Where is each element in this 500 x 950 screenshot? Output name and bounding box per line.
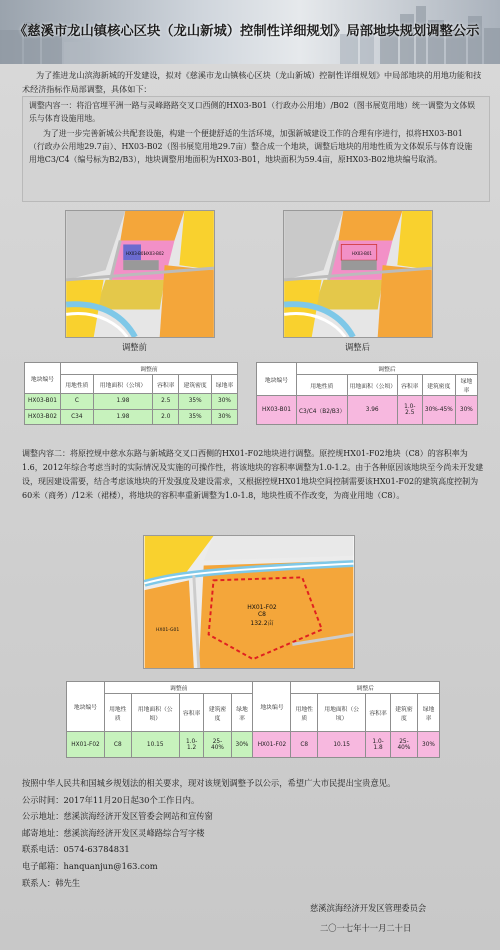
issue-date: 二〇一七年十一月二十日 (320, 923, 412, 933)
t1r-h3: 容积率 (397, 375, 422, 396)
t2-cell: HX01-F02 (67, 732, 105, 758)
t1l-cell: 30% (211, 394, 237, 410)
t1r-h4: 建筑密度 (422, 375, 455, 396)
t1l-cell: 1.98 (93, 394, 153, 410)
t1r-cell: 30% (455, 396, 477, 425)
t1r-h0: 地块编号 (257, 363, 297, 396)
map-after (283, 210, 433, 338)
adjustment-two-text: 调整内容二：将原控规中慈水东路与新城路交叉口西侧的HX01-F02地块进行调整。原控规HX01-F02地块（C8）的容积率为1.6，2012年综合考虑当时的实际情况及实施的可操作性，将该地块的容积率调整为1.0-1.2。由于各种原因该地块至今尚未开发建设，现因建设需要，结合考虑该地块的开发强度及建设需求，又根据控规HX01地块空间控制需要该HX01-F02的建筑高度控制为60米（商务）/12米（裙楼），将地块的容积率重新调整为1.0-1.8，地块性质不作改变，为商业用地（C8）。 (22, 449, 484, 500)
t2-rh3: 容积率 (366, 694, 391, 732)
t2-rh4: 建筑密度 (390, 694, 417, 732)
map-after-image (284, 211, 432, 337)
map-two-image (144, 536, 354, 668)
table-row (25, 409, 238, 425)
table-row (257, 396, 478, 425)
footer-email: 电子邮箱：hanquanjun@163.com (22, 860, 158, 871)
map2-label-left: HX01-G01 (156, 628, 180, 633)
t2-lh5: 绿地率 (231, 694, 253, 732)
t2-rh1: 用地性质 (291, 694, 318, 732)
t2-cell: C8 (291, 732, 318, 758)
t1l-cell: HX03-B01 (25, 394, 61, 410)
t2-cell: 30% (231, 732, 253, 758)
footer-notice: 按照中华人民共和国城乡规划法的相关要求，现对该规划调整予以公示，希望广大市民提出宝贵意见。 (22, 778, 396, 788)
adjustment-one-detail: 为了进一步完善新城公共配套设施，构建一个便捷舒适的生活环境，加强新城建设工作的合理有序进行，拟将HX03-B01（行政办公用地29.7亩）、HX03-B02（图书展览用地29.7亩）整合成一个地块，调整后地块的用地性质为文体娱乐与体育设施用地C3/C4（编号标为B2/B3），地块调整用地面积为HX03-B01，地块面积为59.4亩，原HX03-B02地块编号取消。 (29, 129, 473, 164)
t1l-cell: 30% (211, 409, 237, 425)
map-two (143, 535, 355, 669)
t2-rh2: 用地面积（公顷） (318, 694, 366, 732)
t1l-h1: 用地性质 (61, 375, 94, 394)
t1r-h1: 用地性质 (297, 375, 348, 396)
t1r-cell: 30%-45% (422, 396, 455, 425)
t2-cell: 10.15 (318, 732, 366, 758)
map2-label-main (242, 604, 282, 627)
table-one-before (24, 362, 238, 425)
t2-cell: 30% (417, 732, 439, 758)
map-label-b02: HX03-B02 (144, 251, 164, 256)
map-label-after: HX03-B01 (352, 251, 372, 256)
intro-text: 为了推进龙山滨海新城的开发建设，拟对《慈溪市龙山镇核心区块（龙山新城）控制性详细规划》中局部地块的用地功能和技术经济指标作局部调整，具体如下： (22, 70, 482, 94)
t1r-cell: C3/C4（B2/B3） (297, 396, 348, 425)
footer-phone: 联系电话：0574-63784831 (22, 844, 130, 855)
t1l-cell: C34 (61, 409, 94, 425)
t1r-title: 调整后 (297, 363, 478, 375)
footer-mail-address: 邮寄地址：慈溪滨海经济开发区灵峰路综合写字楼 (22, 827, 205, 838)
table-row (25, 394, 238, 410)
table-two (66, 681, 440, 758)
t1l-cell: 1.98 (93, 409, 153, 425)
t2-lh3: 容积率 (179, 694, 204, 732)
t2-h0b: 地块编号 (253, 682, 291, 732)
t1l-cell: 2.5 (153, 394, 179, 410)
footer-contact: 联系人：韩先生 (22, 877, 81, 888)
page-title: 《慈溪市龙山镇核心区块（龙山新城）控制性详细规划》局部地块规划调整公示 (14, 24, 480, 39)
t1l-cell: 2.0 (153, 409, 179, 425)
footer-time: 公示时间：2017年11月20日起30个工作日内。 (22, 794, 200, 805)
t1r-cell: 3.96 (347, 396, 397, 425)
footer-info (22, 775, 492, 891)
t1l-h0: 地块编号 (25, 363, 61, 394)
t2-cell: 25-40% (204, 732, 231, 758)
adjustment-one-heading: 调整内容一：将沿官埋平洲一路与灵峰路路交叉口西侧的HX03-B01（行政办公用地）/B02（图书展览用地）统一调整为文体娱乐与体育设施用地。 (29, 101, 476, 123)
map2-label-3: 132.2亩 (250, 620, 274, 627)
t1l-cell: C (61, 394, 94, 410)
t2-rh5: 绿地率 (417, 694, 439, 732)
table-row (67, 732, 440, 758)
t2-cell: 1.0-1.2 (179, 732, 204, 758)
t2-cell: 10.15 (131, 732, 179, 758)
t1r-cell: HX03-B01 (257, 396, 297, 425)
t1l-h5: 绿地率 (211, 375, 237, 394)
t2-lh4: 建筑密度 (204, 694, 231, 732)
t1l-h4: 建筑密度 (179, 375, 212, 394)
t1l-h2: 用地面积（公顷） (93, 375, 153, 394)
issuing-org: 慈溪滨海经济开发区管理委员会 (310, 903, 427, 913)
map-before (65, 210, 215, 338)
t1l-cell: 35% (179, 409, 212, 425)
map2-label-1: HX01-F02 (247, 604, 277, 611)
t2-lh2: 用地面积（公顷） (131, 694, 179, 732)
t1r-cell: 1.0-2.5 (397, 396, 422, 425)
t1l-title: 调整前 (61, 363, 238, 375)
table-one-after (256, 362, 478, 425)
map-after-caption: 调整后 (345, 342, 370, 352)
map-before-caption: 调整前 (122, 342, 147, 352)
footer-address: 公示地址：慈溪滨海经济开发区管委会网站和宣传窗 (22, 811, 213, 822)
t2-cell: HX01-F02 (253, 732, 291, 758)
t2-left-title: 调整前 (105, 682, 253, 694)
t1r-h2: 用地面积（公顷） (347, 375, 397, 396)
t2-right-title: 调整后 (291, 682, 440, 694)
t2-cell: 1.0-1.8 (366, 732, 391, 758)
t2-cell: 25-40% (390, 732, 417, 758)
t1l-cell: HX03-B02 (25, 409, 61, 425)
t1l-h3: 容积率 (153, 375, 179, 394)
map-label-b01: HX03-B01 (126, 251, 146, 256)
t1l-cell: 35% (179, 394, 212, 410)
adjustment-one-box (22, 96, 490, 202)
map2-label-2: C8 (257, 611, 266, 618)
map-before-image (66, 211, 214, 337)
t1r-h5: 绿地率 (455, 375, 477, 396)
t2-h0: 地块编号 (67, 682, 105, 732)
t2-lh1: 用地性质 (105, 694, 132, 732)
title-banner (0, 0, 500, 64)
t2-cell: C8 (105, 732, 132, 758)
